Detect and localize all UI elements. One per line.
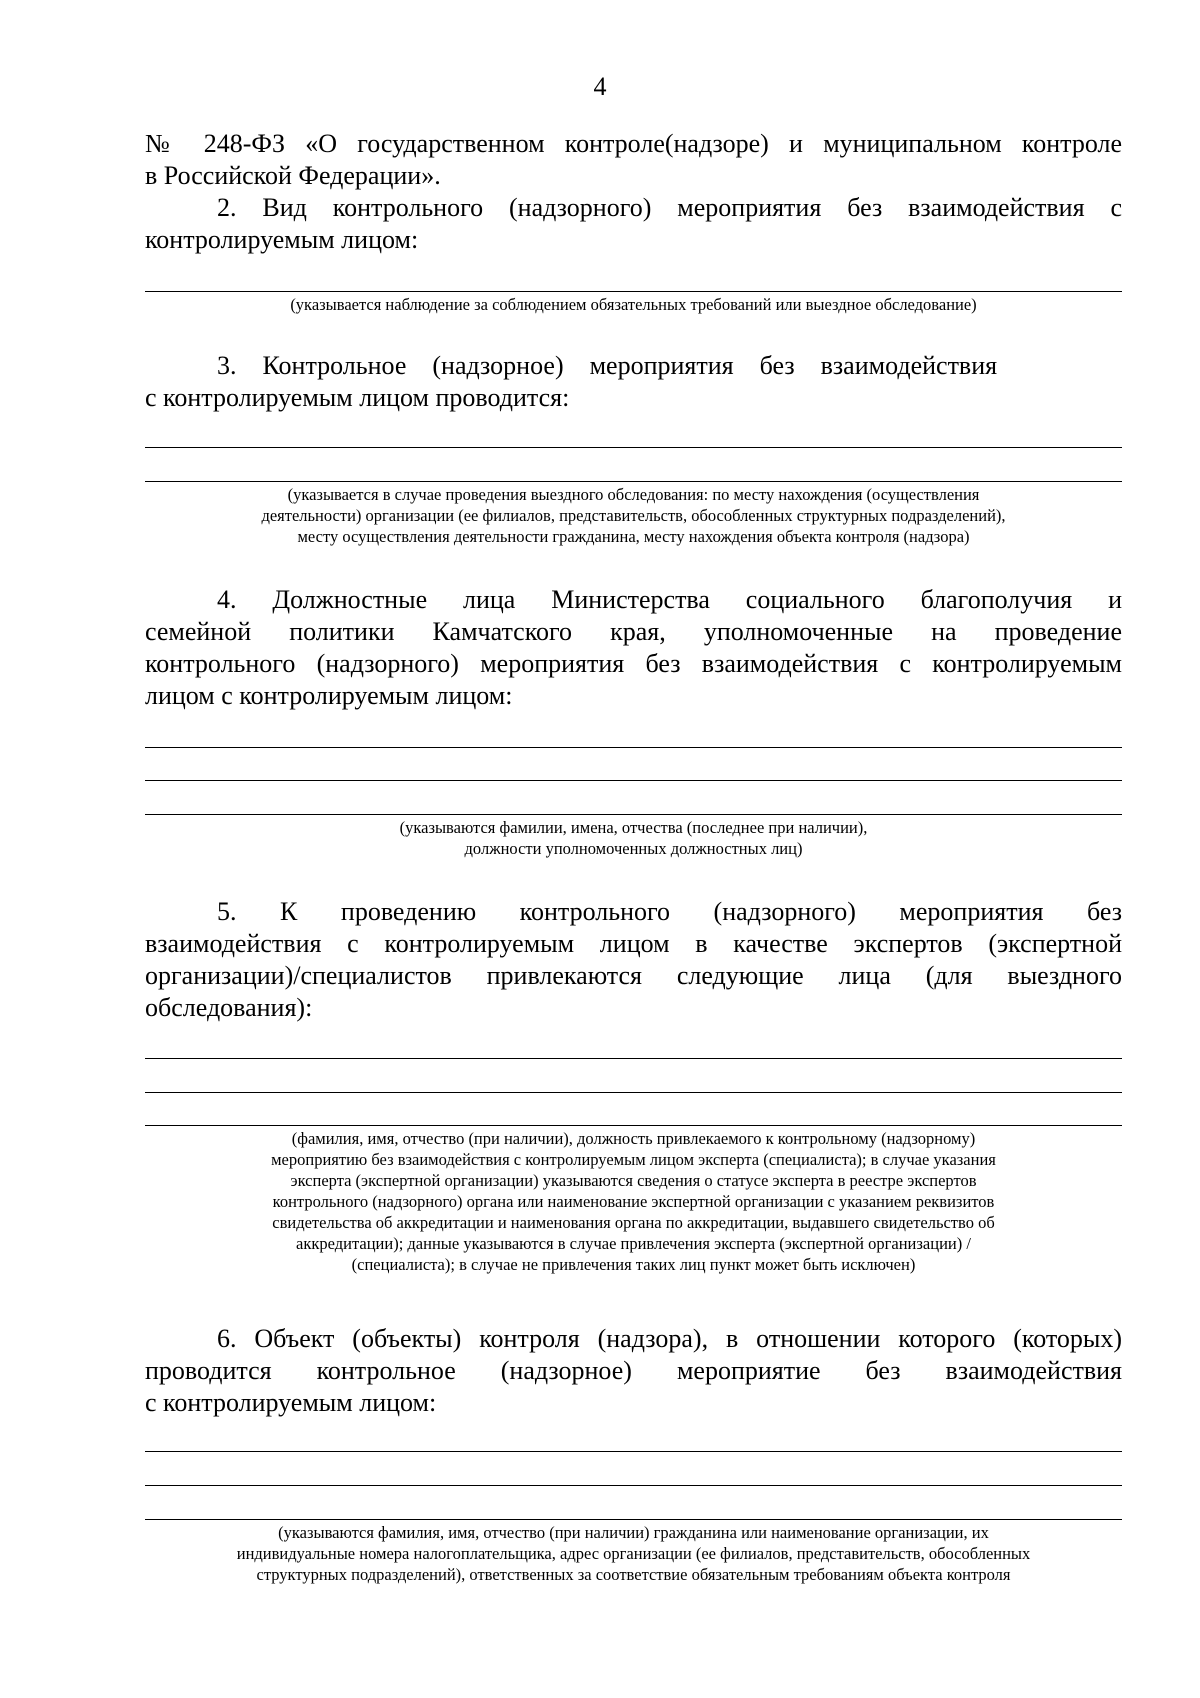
fill-line: [145, 1519, 1122, 1520]
fill-line: [145, 814, 1122, 815]
paragraph-line: обследования):: [145, 993, 313, 1022]
caption-line: (фамилия, имя, отчество (при наличии), должность привлекаемого к контрольному (надзорному): [291, 1129, 976, 1148]
fill-line: [145, 1058, 1122, 1059]
caption-line: (указываются фамилии, имена, отчества (последнее при наличии),: [399, 818, 868, 837]
item-5-caption: [130, 1128, 1137, 1275]
caption-line: (указываются фамилия, имя, отчество (при наличии) гражданина или наименование организации, их: [278, 1523, 989, 1542]
item-4-paragraph: [145, 584, 1122, 712]
item-6-paragraph: [145, 1323, 1122, 1419]
paragraph-line: 5. К проведению контрольного (надзорного) мероприятия без: [217, 897, 1122, 926]
caption-line: контрольного (надзорного) органа или наименование экспертной организации с указанием реквизитов: [272, 1192, 995, 1211]
fill-line: [145, 1092, 1122, 1093]
caption-line: свидетельства об аккредитации и наименования органа по аккредитации, выдавшего свидетельство об: [272, 1213, 995, 1232]
paragraph-line: 6. Объект (объекты) контроля (надзора), в отношении которого (которых): [217, 1324, 1122, 1353]
paragraph-line: семейной политики Камчатского края, уполномоченные на проведение: [145, 617, 1122, 646]
fill-line: [145, 1451, 1122, 1452]
paragraph-line: с контролируемым лицом проводится:: [145, 383, 570, 412]
fill-line: [145, 291, 1122, 292]
paragraph-line: контролируемым лицом:: [145, 225, 419, 254]
caption-line: должности уполномоченных должностных лиц): [464, 839, 803, 858]
page-number: 4: [593, 72, 607, 101]
paragraph-line: 2. Вид контрольного (надзорного) мероприятия без взаимодействия с: [217, 193, 1122, 222]
caption-line: структурных подразделений), ответственных за соответствие обязательным требованиям объекта контроля: [256, 1565, 1011, 1584]
caption-line: аккредитации); данные указываются в случае привлечения эксперта (экспертной организации) /: [296, 1234, 971, 1253]
caption-line: мероприятию без взаимодействия с контролируемым лицом эксперта (специалиста); в случае указания: [271, 1150, 996, 1169]
continuation-line: № 248-ФЗ «О государственном контроле(надзоре) и муниципальном контроле: [145, 129, 1122, 158]
item-3-caption: [130, 484, 1137, 547]
caption-line: индивидуальные номера налогоплательщика, адрес организации (ее филиалов, представительств, обособленных: [236, 1544, 1031, 1563]
paragraph-line: лицом с контролируемым лицом:: [145, 681, 513, 710]
caption-line: (указывается в случае проведения выездного обследования: по месту нахождения (осуществления: [287, 485, 980, 504]
item-5-paragraph: [145, 896, 1122, 1024]
paragraph-line: 3. Контрольное (надзорное) мероприятия без взаимодействия: [217, 351, 998, 380]
caption-line: месту осуществления деятельности гражданина, месту нахождения объекта контроля (надзора): [297, 527, 970, 546]
fill-line: [145, 1125, 1122, 1126]
paragraph-line: с контролируемым лицом:: [145, 1388, 437, 1417]
continuation-line: в Российской Федерации».: [145, 161, 441, 190]
item-2-paragraph: [145, 192, 1122, 256]
paragraph-line: организации)/специалистов привлекаются следующие лица (для выездного: [145, 961, 1122, 990]
fill-line: [145, 481, 1122, 482]
caption-line: эксперта (экспертной организации) указываются сведения о статусе эксперта в реестре экспертов: [290, 1171, 977, 1190]
fill-line: [145, 1485, 1122, 1486]
header-continuation: [145, 128, 1122, 192]
fill-line: [145, 447, 1122, 448]
caption-line: (указывается наблюдение за соблюдением обязательных требований или выездное обследование): [290, 295, 977, 314]
paragraph-line: 4. Должностные лица Министерства социального благополучия и: [217, 585, 1122, 614]
item-2-caption: [130, 294, 1137, 315]
fill-line: [145, 780, 1122, 781]
caption-line: деятельности) организации (ее филиалов, представительств, обособленных структурных подразделений),: [261, 506, 1006, 525]
item-3-paragraph: [145, 350, 1122, 414]
item-6-caption: [130, 1522, 1137, 1585]
caption-line: (специалиста); в случае не привлечения таких лиц пункт может быть исключен): [351, 1255, 916, 1274]
paragraph-line: проводится контрольное (надзорное) мероприятие без взаимодействия: [145, 1356, 1122, 1385]
item-4-caption: [130, 817, 1137, 859]
paragraph-line: контрольного (надзорного) мероприятия без взаимодействия с контролируемым: [145, 649, 1122, 678]
fill-line: [145, 747, 1122, 748]
paragraph-line: взаимодействия с контролируемым лицом в качестве экспертов (экспертной: [145, 929, 1122, 958]
